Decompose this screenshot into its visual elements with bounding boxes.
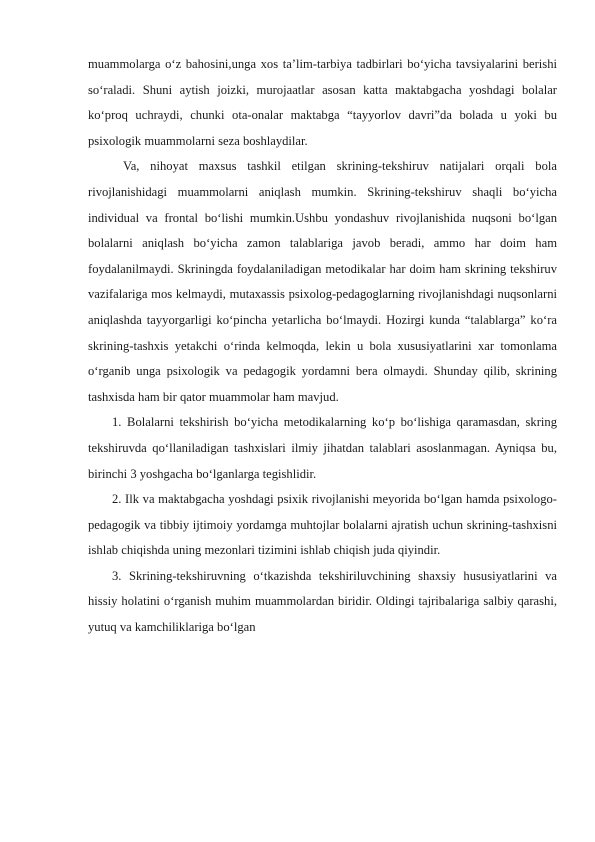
list-item-1: 1. Bolalarni tekshirish bo‘yicha metodikalarning ko‘p bo‘lishiga qaramasdan, skring tekshiruvda qo‘llaniladigan tashxislari ilmiy jihatdan talablari asoslanmagan. Ayniqsa bu, birinchi 3 yoshgacha bo‘lganlarga tegishlidir. [88,415,557,481]
paragraph-1: muammolarga o‘z bahosini,unga xos ta’lim-tarbiya tadbirlari bo‘yicha tavsiyalarini berishi so‘raladi. Shuni aytish joizki, murojaatlar asosan katta maktabgacha yoshdagi bolalar ko‘proq uchraydi, chunki ota-onalar maktabga “tayyorlov davri”da bolada u yoki bu psixologik muammolarni seza boshlaydilar. [88,57,557,148]
paragraph-2: Va, nihoyat maxsus tashkil etilgan skrining-tekshiruv natijalari orqali bola rivojlanishidagi muammolarni aniqlash mumkin. Skrining-tekshiruv shaqli bo‘yicha individual va frontal bo‘lishi mumkin.Ushbu yondashuv rivojlanishida nuqsoni bo‘lgan bolalarni aniqlash bo‘yicha zamon talablariga javob beradi, ammo har doim ham foydalanilmaydi. Skriningda foydalaniladigan metodikalar har doim ham skrining tekshiruv vazifalariga mos kelmaydi, mutaxassis psixolog-pedagoglarning rivojlanishdagi nuqsonlarni aniqlashda tayyorgarligi ko‘pincha yetarlicha bo‘lmaydi. Hozirgi kunda “talablarga” ko‘ra skrining-tashxis yetakchi o‘rinda kelmoqda, lekin u bola xususiyatlarini xar tomonlama o‘rganib unga psixologik va pedagogik yordamni bera olmaydi. Shunday qilib, skrining tashxisda ham bir qator muammolar ham mavjud. [88,159,557,404]
list-item-2: 2. Ilk va maktabgacha yoshdagi psixik rivojlanishi meyorida bo‘lgan hamda psixologo-pedagogik va tibbiy ijtimoiy yordamga muhtojlar bolalarni ajratish uchun skrining-tashxisni ishlab chiqishda uning mezonlari tizimini ishlab chiqish juda qiyindir. [88,492,557,558]
body-text [88,52,557,641]
list-item-3: 3. Skrining-tekshiruvning o‘tkazishda tekshiriluvchining shaxsiy hususiyatlarini va hissiy holatini o‘rganish muhim muammolardan biridir. Oldingi tajribalariga salbiy qarashi, yutuq va kamchiliklariga bo‘lgan [88,568,557,635]
